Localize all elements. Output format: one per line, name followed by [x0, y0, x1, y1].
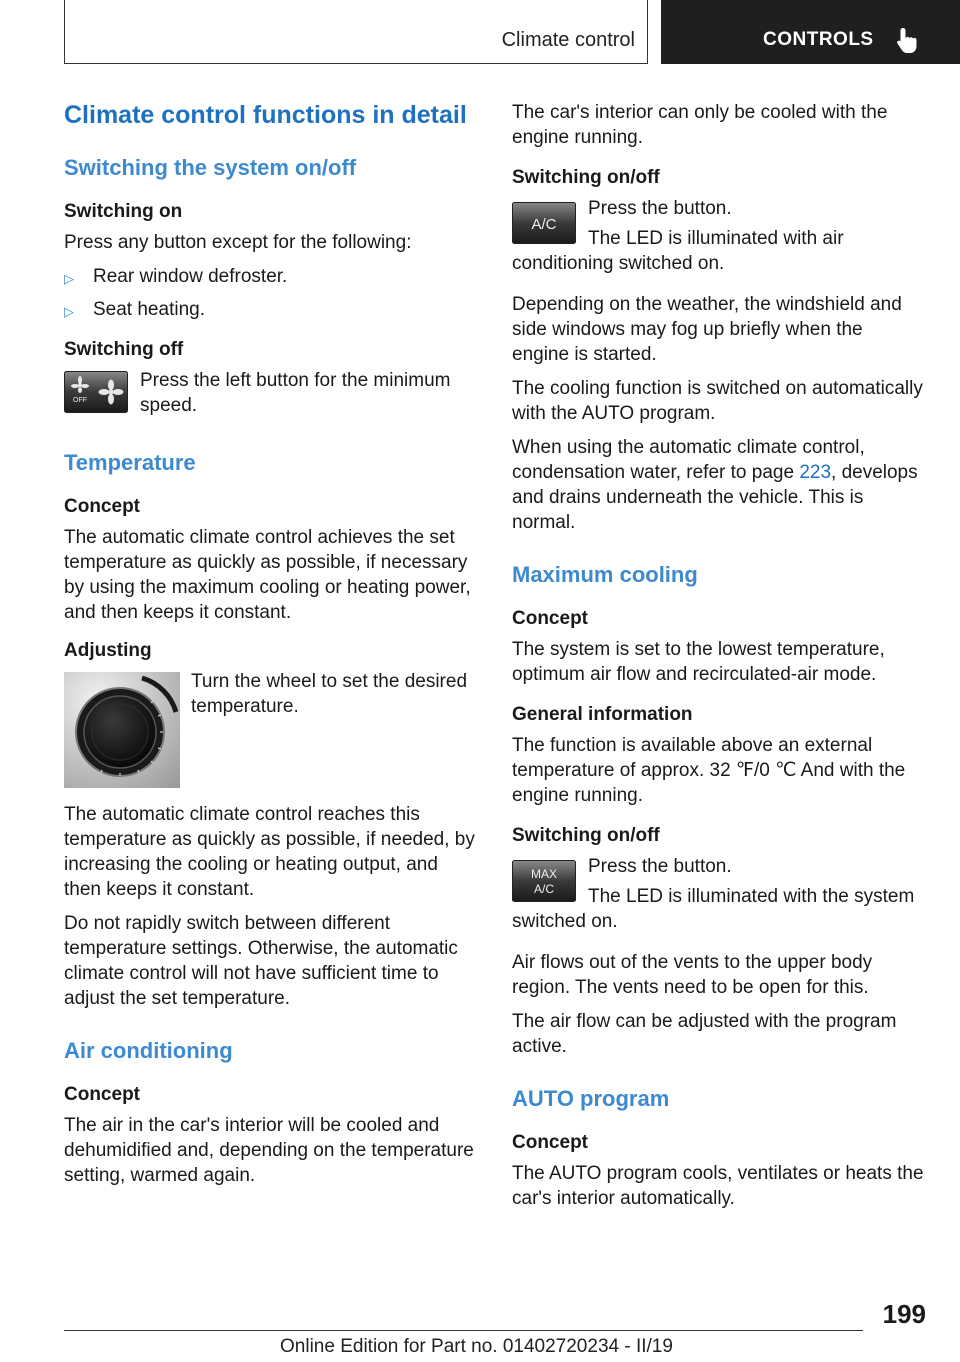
max-ac-button-image: [512, 860, 576, 902]
switching-on-text: Press any button except for the following:: [64, 232, 412, 253]
fog-text: Depending on the weather, the windshield and side windows may fog up briefly when the engine is started.: [512, 294, 902, 365]
ac-label: A/C: [533, 882, 555, 896]
temperature-wheel-image: [64, 672, 180, 788]
section-label: CONTROLS: [763, 29, 874, 50]
chapter-header: [64, 0, 648, 64]
triangle-bullet-icon: ▷: [64, 271, 74, 286]
max-label: MAX: [530, 867, 558, 881]
off-label: OFF: [73, 397, 87, 404]
switching-heading: Switching the system on/off: [64, 155, 357, 180]
temperature-heading: Temperature: [64, 450, 196, 475]
ac-led-text: The LED is illuminated with air conditioning switched on.: [512, 228, 844, 274]
auto-concept-heading: Concept: [512, 1132, 588, 1153]
max-led-text: The LED is illuminated with the system switched on.: [512, 886, 915, 932]
ac-button-image: [512, 202, 576, 244]
temperature-concept-text: The automatic climate control achieves the set temperature as quickly as possible, if necessary by using the maximum cooling or heating power, and then keeps it constant.: [64, 527, 471, 623]
list-item: ▷ Seat heating.: [64, 297, 476, 324]
ac-press-text: Press the button.: [588, 198, 732, 219]
switching-off-heading: Switching off: [64, 339, 184, 360]
switch-off-text: Press the left button for the minimum speed.: [140, 370, 451, 416]
max-button-row: [512, 854, 924, 934]
adjusting-text: Turn the wheel to set the desired temperature.: [191, 671, 468, 717]
list-item: ▷ Rear window defroster.: [64, 264, 476, 291]
max-concept-heading: Concept: [512, 608, 588, 629]
hand-pointer-icon: [895, 26, 921, 54]
chapter-title: Climate control: [501, 29, 635, 51]
switching-on-heading: Switching on: [64, 201, 183, 222]
max-concept-text: The system is set to the lowest temperature, optimum air flow and recirculated-air mode.: [512, 639, 885, 685]
max-cooling-heading: Maximum cooling: [512, 562, 698, 587]
main-heading: Climate control functions in detail: [64, 101, 467, 129]
vents-text: Air flows out of the vents to the upper body region. The vents need to be open for this.: [512, 952, 873, 998]
auto-program-heading: AUTO program: [512, 1086, 670, 1111]
left-column: [64, 100, 476, 1197]
auto-concept-text: The AUTO program cools, ventilates or heats the car's interior automatically.: [512, 1163, 924, 1209]
max-press-text: Press the button.: [588, 856, 732, 877]
exception-list: [64, 264, 476, 324]
general-info-heading: General information: [512, 704, 693, 725]
ac-intro-text: The car's interior can only be cooled with the engine running.: [512, 102, 888, 148]
condensation-text: When using the automatic climate control, condensation water, refer to page 223, develops and drains underneath the vehicle. This is normal.: [512, 437, 918, 533]
page-number: 199: [882, 1299, 926, 1329]
edition-text: Online Edition for Part no. 01402720234 - II/19: [280, 1336, 673, 1357]
switch-off-row: [64, 368, 476, 423]
temperature-concept-heading: Concept: [64, 496, 140, 517]
page-link[interactable]: 223: [799, 462, 832, 483]
ac-switch-heading: Switching on/off: [512, 167, 660, 188]
max-switch-heading: Switching on/off: [512, 825, 660, 846]
ac-concept-heading: Concept: [64, 1084, 140, 1105]
general-info-text: The function is available above an external temperature of approx. 32 ℉/0 ℃ And with the engine running.: [512, 735, 906, 806]
airflow-text: The air flow can be adjusted with the program active.: [512, 1011, 897, 1057]
footer-divider: [64, 1330, 863, 1331]
right-column: [512, 100, 924, 1220]
air-conditioning-heading: Air conditioning: [64, 1038, 233, 1063]
ac-concept-text: The air in the car's interior will be cooled and dehumidified and, depending on the temperature setting, warmed again.: [64, 1115, 474, 1186]
adjusting-row: [64, 669, 476, 788]
triangle-bullet-icon: ▷: [64, 304, 74, 319]
auto-cool-text: The cooling function is switched on automatically with the AUTO program.: [512, 378, 923, 424]
fan-off-button-image: [64, 371, 128, 413]
section-tab[interactable]: [661, 0, 960, 64]
ac-label: A/C: [531, 216, 557, 233]
warning-text: Do not rapidly switch between different temperature settings. Otherwise, the automatic climate control will not have sufficient time to adjust the set temperature.: [64, 913, 458, 1009]
adjusting-heading: Adjusting: [64, 640, 152, 661]
ac-button-row: [512, 196, 924, 276]
reach-text: The automatic climate control reaches this temperature as quickly as possible, if needed, by increasing the cooling or heating output, and then keeps it constant.: [64, 804, 475, 900]
